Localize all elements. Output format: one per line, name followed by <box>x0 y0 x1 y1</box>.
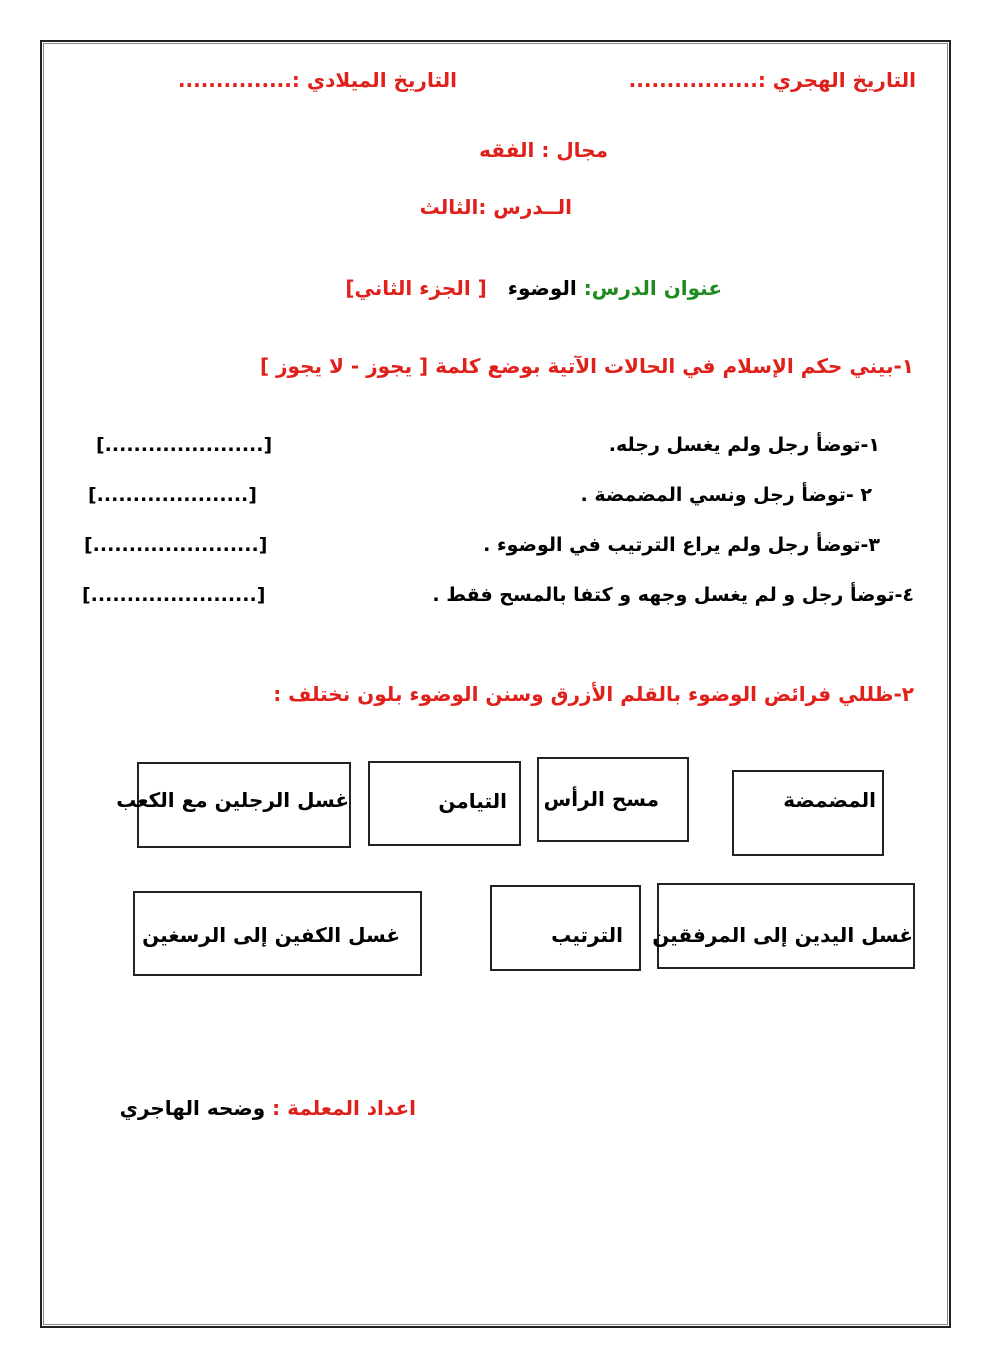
question1-item-1: ١-توضأ رجل ولم يغسل رجله. <box>608 434 880 456</box>
lesson-number: الــدرس :الثالث <box>419 195 572 219</box>
hijri-date: التاريخ الهجري :................. <box>628 68 916 92</box>
box-label: غسل اليدين إلى المرفقين <box>652 923 913 947</box>
box-feet-wash[interactable] <box>116 762 351 848</box>
box-label: غسل الكفين إلى الرسغين <box>142 923 400 947</box>
box-label: الترتيب <box>551 923 623 947</box>
question1-answer-3[interactable]: [.......................] <box>84 534 268 556</box>
box-head-wipe[interactable] <box>537 757 689 842</box>
lesson-title <box>345 276 722 300</box>
box-hands-elbows[interactable] <box>652 883 915 969</box>
box-tayamun[interactable] <box>368 761 521 846</box>
question1-item-3: ٣-توضأ رجل ولم يراع الترتيب في الوضوء . <box>483 534 880 556</box>
gregorian-date: التاريخ الميلادي :............... <box>177 68 457 92</box>
box-label: التيامن <box>438 789 507 813</box>
lesson-title-label: عنوان الدرس: <box>583 276 722 300</box>
box-palms-wrists[interactable] <box>133 891 422 976</box>
question1-item-4: ٤-توضأ رجل و لم يغسل وجهه و كتفا بالمسح فقط . <box>432 584 914 606</box>
question1-answer-2[interactable]: [.....................] <box>88 484 257 506</box>
question1-item-2: ٢ -توضأ رجل ونسي المضمضة . <box>580 484 872 506</box>
prepared-by-label: اعداد المعلمة : <box>272 1096 416 1120</box>
question1-answer-1[interactable]: [......................] <box>96 434 273 456</box>
prepared-by <box>120 1096 416 1120</box>
subject-domain: مجال : الفقه <box>479 138 608 162</box>
box-label: المضمضة <box>783 788 876 812</box>
box-label: مسح الرأس <box>543 787 659 811</box>
box-madmada[interactable] <box>732 770 884 856</box>
question1-prompt: ١-بيني حكم الإسلام في الحالات الآتية بوضع كلمة [ يجوز - لا يجوز ] <box>259 354 914 378</box>
lesson-title-part: [ الجزء الثاني] <box>345 276 487 300</box>
question2-prompt: ٢-ظللي فرائض الوضوء بالقلم الأزرق وسنن الوضوء بلون نختلف : <box>273 682 914 706</box>
box-order[interactable] <box>490 885 641 971</box>
question1-answer-4[interactable]: [.......................] <box>82 584 266 606</box>
lesson-title-topic: الوضوء <box>507 276 577 300</box>
teacher-name: وضحه الهاجري <box>119 1096 266 1120</box>
box-label: غسل الرجلين مع الكعب <box>116 788 349 812</box>
